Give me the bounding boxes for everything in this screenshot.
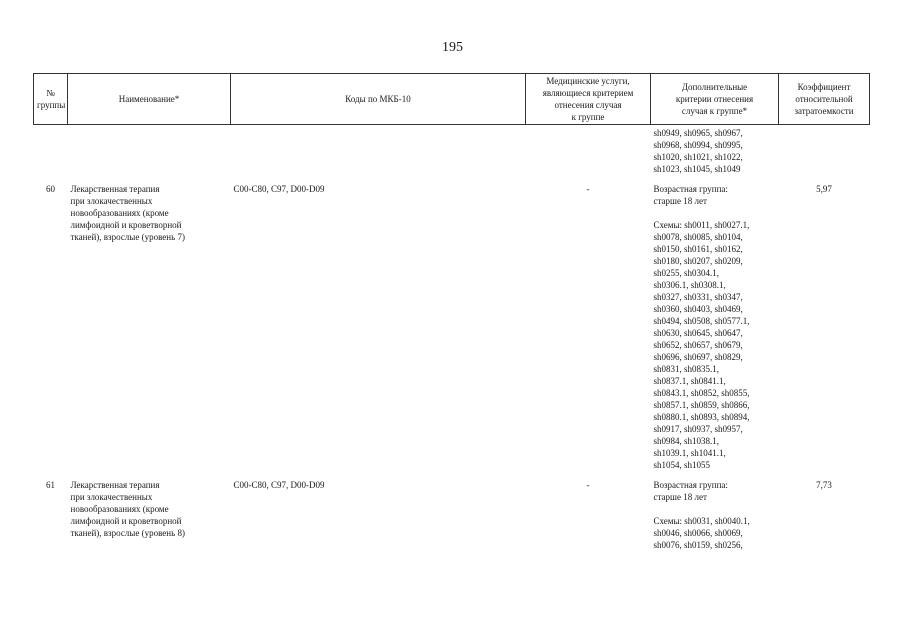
- cost-coefficient: 7,73: [816, 480, 832, 490]
- name-line: тканей), взрослые (уровень 7): [70, 232, 185, 242]
- table-row: [34, 175, 870, 471]
- medical-services: -: [586, 184, 590, 194]
- header-line: Наименование*: [118, 94, 180, 104]
- group-name: [68, 471, 231, 551]
- table-header-row: [34, 74, 870, 125]
- criteria-line: sh0078, sh0085, sh0104,: [653, 232, 743, 242]
- header-group-number: [34, 74, 68, 125]
- header-line: отнесения случая: [554, 100, 622, 110]
- cost-coefficient: 5,97: [816, 184, 832, 194]
- additional-criteria: [651, 175, 779, 471]
- criteria-line: sh0046, sh0066, sh0069,: [653, 528, 743, 538]
- criteria-line: sh0255, sh0304.1,: [653, 268, 720, 278]
- criteria-line: sh0696, sh0697, sh0829,: [653, 352, 743, 362]
- criteria-line: Возрастная группа:: [653, 184, 728, 194]
- name-line: при злокачественных: [70, 196, 153, 206]
- header-name: [68, 74, 231, 125]
- header-line: являющиеся критерием: [542, 88, 634, 98]
- header-line: относительной: [795, 94, 853, 104]
- continuation-criteria: [651, 125, 779, 176]
- name-line: Лекарственная терапия: [70, 480, 160, 490]
- header-line: затратоемкости: [794, 106, 854, 116]
- header-line: Коэффициент: [797, 82, 851, 92]
- criteria-line: sh0180, sh0207, sh0209,: [653, 256, 743, 266]
- header-icd-codes: [231, 74, 526, 125]
- name-line: лимфоидной и кроветворной: [70, 516, 182, 526]
- criteria-line: sh1020, sh1021, sh1022,: [653, 152, 743, 162]
- additional-criteria: [651, 471, 779, 551]
- group-number: 60: [46, 184, 55, 194]
- criteria-line: sh0306.1, sh0308.1,: [653, 280, 726, 290]
- criteria-line: старше 18 лет: [653, 492, 707, 502]
- header-additional-criteria: [651, 74, 779, 125]
- tariff-table: [33, 73, 870, 551]
- header-line: Дополнительные: [681, 82, 748, 92]
- name-line: новообразованиях (кроме: [70, 208, 169, 218]
- header-line: Коды по МКБ-10: [345, 94, 411, 104]
- header-line: к группе: [571, 112, 605, 122]
- name-line: тканей), взрослые (уровень 8): [70, 528, 185, 538]
- criteria-line: sh1039.1, sh1041.1,: [653, 448, 726, 458]
- criteria-line: sh0880.1, sh0893, sh0894,: [653, 412, 750, 422]
- criteria-line: sh0949, sh0965, sh0967,: [653, 128, 743, 138]
- continuation-row: [34, 125, 870, 176]
- criteria-line: sh0150, sh0161, sh0162,: [653, 244, 743, 254]
- criteria-line: Возрастная группа:: [653, 480, 728, 490]
- criteria-line: sh0843.1, sh0852, sh0855,: [653, 388, 750, 398]
- criteria-line: sh0494, sh0508, sh0577.1,: [653, 316, 750, 326]
- header-line: критерии отнесения: [675, 94, 754, 104]
- criteria-line: старше 18 лет: [653, 196, 707, 206]
- criteria-line: sh0917, sh0937, sh0957,: [653, 424, 743, 434]
- group-number: 61: [46, 480, 55, 490]
- criteria-line: sh0968, sh0994, sh0995,: [653, 140, 743, 150]
- header-line: группы: [37, 100, 66, 110]
- table-row: [34, 471, 870, 551]
- name-line: лимфоидной и кроветворной: [70, 220, 182, 230]
- criteria-line: sh0076, sh0159, sh0256,: [653, 540, 743, 550]
- spacer: [654, 503, 776, 515]
- header-line: случая к группе*: [681, 106, 748, 116]
- name-line: Лекарственная терапия: [70, 184, 160, 194]
- spacer: [654, 207, 776, 219]
- header-medical-services: [526, 74, 651, 125]
- name-line: при злокачественных: [70, 492, 153, 502]
- header-line: Медицинские услуги,: [546, 76, 630, 86]
- criteria-line: sh0652, sh0657, sh0679,: [653, 340, 743, 350]
- criteria-line: sh0630, sh0645, sh0647,: [653, 328, 743, 338]
- icd-codes: C00-C80, C97, D00-D09: [233, 480, 325, 490]
- criteria-line: sh0360, sh0403, sh0469,: [653, 304, 743, 314]
- group-name: [68, 175, 231, 471]
- name-line: новообразованиях (кроме: [70, 504, 169, 514]
- icd-codes: C00-C80, C97, D00-D09: [233, 184, 325, 194]
- criteria-line: sh0984, sh1038.1,: [653, 436, 720, 446]
- criteria-line: sh1054, sh1055: [653, 460, 711, 470]
- criteria-line: sh0837.1, sh0841.1,: [653, 376, 726, 386]
- criteria-line: Схемы: sh0031, sh0040.1,: [653, 516, 750, 526]
- criteria-line: sh0857.1, sh0859, sh0866,: [653, 400, 750, 410]
- medical-services: -: [586, 480, 590, 490]
- criteria-line: sh0327, sh0331, sh0347,: [653, 292, 743, 302]
- page-number: 195: [442, 40, 463, 55]
- criteria-line: sh0831, sh0835.1,: [653, 364, 720, 374]
- header-line: №: [46, 88, 55, 98]
- criteria-line: Схемы: sh0011, sh0027.1,: [653, 220, 750, 230]
- header-cost-coefficient: [779, 74, 870, 125]
- criteria-line: sh1023, sh1045, sh1049: [653, 164, 741, 174]
